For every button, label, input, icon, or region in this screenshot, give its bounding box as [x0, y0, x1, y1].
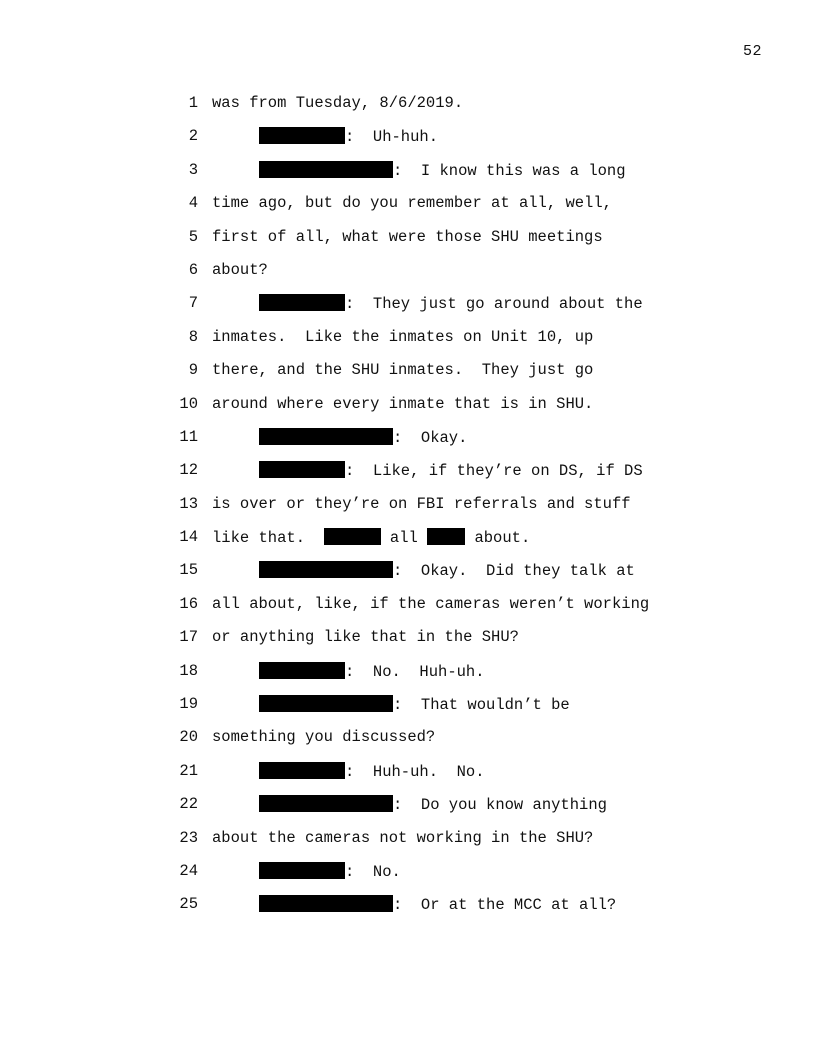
line-number: 16 — [179, 594, 198, 613]
transcript-line — [0, 827, 816, 860]
line-number: 3 — [188, 160, 198, 179]
transcript-line — [0, 92, 816, 125]
line-number: 24 — [179, 861, 198, 880]
line-text — [212, 528, 530, 547]
line-text: or anything like that in the SHU? — [212, 628, 519, 647]
text-segment: about. — [465, 529, 531, 548]
line-number: 15 — [179, 561, 198, 580]
line-text: is over or they’re on FBI referrals and stuff — [212, 494, 631, 513]
transcript-line — [0, 125, 816, 158]
redaction-box — [259, 695, 393, 712]
line-number: 8 — [188, 327, 198, 346]
line-text — [212, 795, 607, 814]
speaker-text: : Uh-huh. — [345, 128, 439, 147]
transcript-line — [0, 493, 816, 526]
transcript-line — [0, 393, 816, 426]
transcript-body — [0, 92, 816, 927]
speaker-text: : They just go around about the — [345, 295, 643, 314]
transcript-line — [0, 660, 816, 693]
line-text: all about, like, if the cameras weren’t working — [212, 594, 650, 613]
line-number: 17 — [179, 628, 198, 647]
transcript-line — [0, 626, 816, 659]
transcript-line — [0, 292, 816, 325]
speaker-text: : Okay. — [393, 428, 468, 447]
line-text: something you discussed? — [212, 728, 436, 747]
line-text — [212, 127, 438, 146]
transcript-line — [0, 359, 816, 392]
line-number: 1 — [188, 94, 198, 112]
redaction-box — [259, 161, 393, 178]
line-text — [212, 895, 616, 914]
speaker-text: : That wouldn’t be — [393, 696, 570, 715]
transcript-line — [0, 226, 816, 259]
line-text: there, and the SHU inmates. They just go — [212, 361, 594, 380]
redaction-box — [259, 795, 393, 812]
redaction-box — [259, 862, 345, 879]
line-number: 10 — [179, 394, 198, 413]
line-text: inmates. Like the inmates on Unit 10, up — [212, 327, 594, 346]
transcript-line — [0, 693, 816, 726]
line-text — [212, 762, 485, 781]
transcript-line — [0, 192, 816, 225]
line-number: 19 — [179, 695, 198, 714]
page-number: 52 — [742, 43, 762, 60]
line-text: first of all, what were those SHU meetings — [212, 227, 603, 246]
line-text — [212, 461, 643, 480]
speaker-text: : No. — [345, 862, 401, 881]
speaker-text: : Or at the MCC at all? — [393, 896, 617, 915]
line-text — [212, 695, 570, 714]
transcript-line — [0, 459, 816, 492]
line-number: 21 — [179, 761, 198, 780]
line-text — [212, 662, 485, 681]
line-text: time ago, but do you remember at all, well, — [212, 194, 612, 213]
speaker-text: : Huh-uh. No. — [345, 762, 485, 781]
transcript-line — [0, 793, 816, 826]
line-number: 6 — [188, 260, 198, 279]
speaker-text: : Okay. Did they talk at — [393, 562, 635, 581]
transcript-line — [0, 860, 816, 893]
line-text: about the cameras not working in the SHU? — [212, 828, 594, 847]
redaction-box — [324, 528, 381, 545]
redaction-box — [427, 528, 465, 545]
line-number: 18 — [179, 661, 198, 680]
line-text — [212, 862, 401, 881]
transcript-line — [0, 593, 816, 626]
line-text: about? — [212, 260, 268, 279]
line-text: around where every inmate that is in SHU. — [212, 394, 594, 413]
transcript-line — [0, 760, 816, 793]
redaction-box — [259, 428, 393, 445]
line-text: was from Tuesday, 8/6/2019. — [212, 94, 464, 112]
transcript-line — [0, 426, 816, 459]
line-number: 25 — [179, 895, 198, 914]
redaction-box — [259, 662, 345, 679]
transcript-line — [0, 559, 816, 592]
speaker-text: : Do you know anything — [393, 796, 607, 815]
line-number: 2 — [188, 127, 198, 146]
line-number: 9 — [188, 361, 198, 380]
transcript-line — [0, 893, 816, 926]
redaction-box — [259, 127, 345, 144]
transcript-line — [0, 159, 816, 192]
line-number: 20 — [179, 728, 198, 747]
speaker-text: : Like, if they’re on DS, if DS — [345, 462, 643, 481]
line-text — [212, 561, 635, 580]
redaction-box — [259, 294, 345, 311]
line-text — [212, 428, 467, 447]
line-number: 11 — [179, 427, 198, 446]
transcript-line — [0, 326, 816, 359]
line-number: 13 — [179, 494, 198, 513]
speaker-text: : I know this was a long — [393, 161, 626, 180]
line-text — [212, 161, 626, 180]
text-segment: like that. — [212, 529, 324, 548]
transcript-line — [0, 259, 816, 292]
transcript-line — [0, 726, 816, 759]
line-number: 4 — [188, 194, 198, 213]
line-number: 14 — [179, 528, 198, 547]
line-text — [212, 294, 643, 313]
line-number: 22 — [179, 795, 198, 814]
transcript-line — [0, 526, 816, 559]
redaction-box — [259, 461, 345, 478]
redaction-box — [259, 895, 393, 912]
redaction-box — [259, 762, 345, 779]
speaker-text: : No. Huh-uh. — [345, 662, 485, 681]
text-segment: all — [380, 529, 428, 548]
redaction-box — [259, 561, 393, 578]
line-number: 5 — [188, 227, 198, 246]
line-number: 23 — [179, 828, 198, 847]
line-number: 7 — [188, 294, 198, 313]
line-number: 12 — [179, 461, 198, 480]
